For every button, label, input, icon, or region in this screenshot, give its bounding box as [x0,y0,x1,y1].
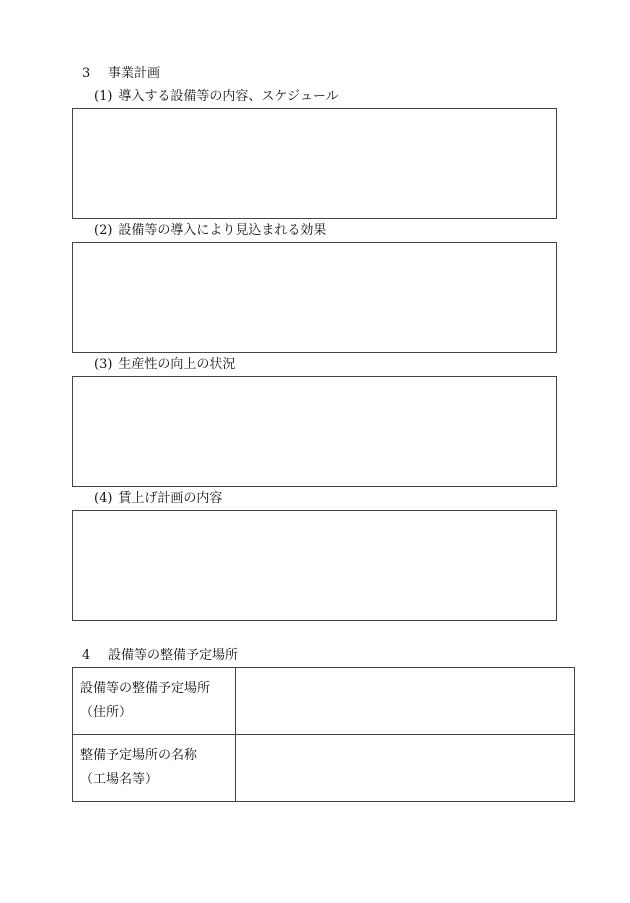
location-name-label-line1: 整備予定場所の名称 [80,748,198,763]
location-address-field[interactable] [236,668,575,735]
item-2-label: 設備等の導入により見込まれる効果 [118,223,327,238]
section-4-heading [82,648,238,664]
section-4-number: 4 [82,648,91,663]
item-4-heading [94,491,222,507]
item-1-heading [94,89,339,105]
item-1-number: (1) [94,89,113,104]
item-1-label: 導入する設備等の内容、スケジュール [118,89,339,104]
item-3-input-box[interactable] [72,376,557,487]
item-1-input-box[interactable] [72,108,557,219]
section-4-title: 設備等の整備予定場所 [108,648,239,663]
location-name-field[interactable] [236,735,575,802]
item-3-label: 生産性の向上の状況 [118,357,236,372]
item-3-number: (3) [94,357,113,372]
item-4-label: 賃上げ計画の内容 [118,491,223,506]
section-3-heading [82,66,160,82]
location-address-label-line1: 設備等の整備予定場所 [80,681,211,696]
section-3-number: 3 [82,66,91,81]
item-3-heading [94,357,235,373]
item-2-number: (2) [94,223,113,238]
item-4-number: (4) [94,491,113,506]
location-table [72,667,575,802]
item-2-input-box[interactable] [72,242,557,353]
item-2-heading [94,223,326,239]
location-address-label-line2: （住所） [80,705,133,720]
location-address-label [73,668,236,735]
table-row [73,668,575,735]
section-3-title: 事業計画 [108,66,161,81]
location-name-label [73,735,236,802]
item-4-input-box[interactable] [72,510,557,621]
table-row [73,735,575,802]
location-name-label-line2: （工場名等） [80,772,159,787]
